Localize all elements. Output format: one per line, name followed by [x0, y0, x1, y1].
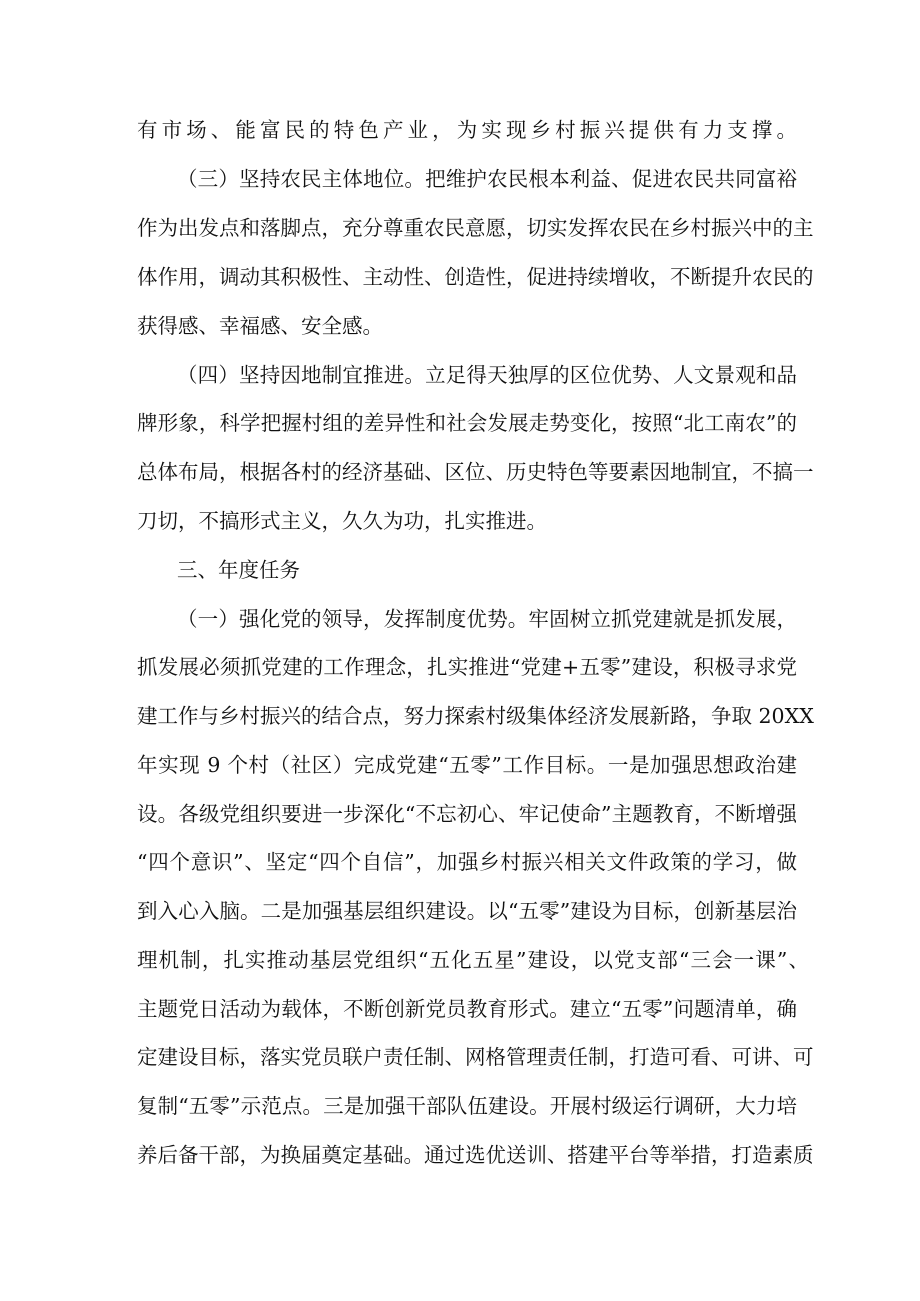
text-line-6: （四）坚持因地制宜推进。立足得天独厚的区位优势、人文景观和品: [177, 363, 797, 387]
text-line-1: 有市场、能富民的特色产业，为实现乡村振兴提供有力支撑。: [137, 118, 797, 142]
text-line-16: “四个意识”、坚定“四个自信”，加强乡村振兴相关文件政策的学习，做: [137, 850, 797, 874]
section-heading: 三、年度任务: [177, 558, 300, 582]
text-line-19: 主题党日活动为载体，不断创新党员教育形式。建立“五零”问题清单，确: [137, 997, 797, 1021]
text-line-15: 设。各级党组织要进一步深化“不忘初心、牢记使命”主题教育，不断增强: [137, 802, 797, 826]
text-line-13: 建工作与乡村振兴的结合点，努力探索村级集体经济发展新路，争取 20XX: [137, 704, 814, 728]
text-line-14: 年实现 9 个村（社区）完成党建“五零”工作目标。一是加强思想政治建: [137, 753, 797, 777]
text-line-3: 作为出发点和落脚点，充分尊重农民意愿，切实发挥农民在乡村振兴中的主: [137, 216, 814, 240]
text-line-22: 养后备干部，为换届奠定基础。通过选优送训、搭建平台等举措，打造素质: [137, 1143, 814, 1167]
text-line-2: （三）坚持农民主体地位。把维护农民根本利益、促进农民共同富裕: [177, 167, 797, 191]
text-line-20: 定建设目标，落实党员联户责任制、网格管理责任制，打造可看、可讲、可: [137, 1045, 814, 1069]
text-line-21: 复制“五零”示范点。三是加强干部队伍建设。开展村级运行调研，大力培: [137, 1094, 797, 1118]
text-line-7: 牌形象，科学把握村组的差异性和社会发展走势变化，按照“北工南农”的: [137, 411, 797, 435]
text-line-8: 总体布局，根据各村的经济基础、区位、历史特色等要素因地制宜，不搞一: [137, 460, 814, 484]
text-line-9: 刀切，不搞形式主义，久久为功，扎实推进。: [137, 509, 547, 533]
text-line-17: 到入心入脑。二是加强基层组织建设。以“五零”建设为目标，创新基层治: [137, 899, 797, 923]
text-line-18: 理机制，扎实推动基层党组织“五化五星”建设，以党支部“三会一课”、: [137, 948, 809, 972]
text-line-4: 体作用，调动其积极性、主动性、创造性，促进持续增收，不断提升农民的: [137, 265, 814, 289]
text-line-11: （一）强化党的领导，发挥制度优势。牢固树立抓党建就是抓发展，: [177, 607, 797, 631]
text-line-5: 获得感、幸福感、安全感。: [137, 314, 383, 338]
text-line-12: 抓发展必须抓党建的工作理念，扎实推进“党建+五零”建设，积极寻求党: [137, 655, 797, 679]
